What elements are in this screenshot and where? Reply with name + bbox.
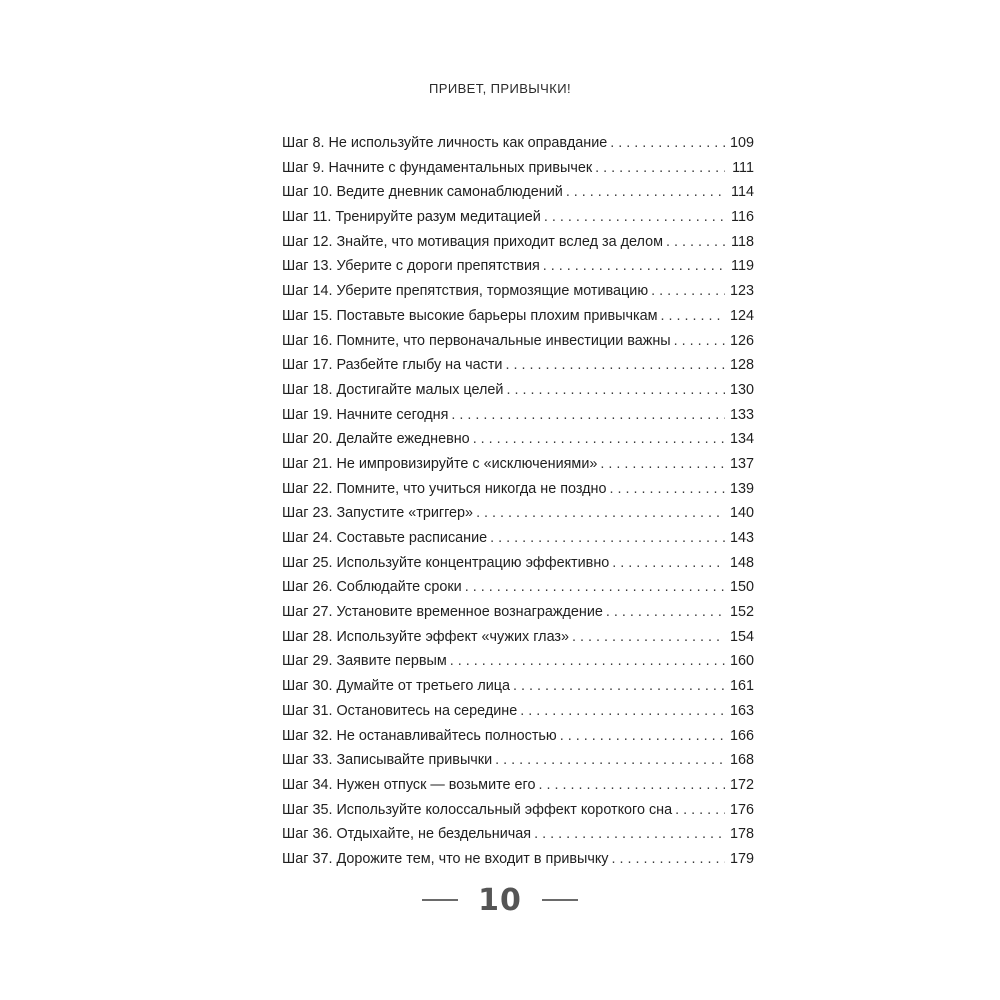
dot-leader (450, 649, 725, 674)
dot-leader (660, 304, 725, 329)
dot-leader (490, 526, 725, 551)
toc-entry-title: Шаг 31. Остановитесь на середине (282, 702, 518, 719)
toc-entry (282, 773, 754, 798)
dot-leader (543, 254, 725, 279)
toc-entry (282, 279, 754, 304)
toc-entry-title: Шаг 29. Заявите первым (282, 653, 447, 670)
toc-entry-page: 109 (729, 135, 754, 151)
dot-leader (506, 378, 725, 403)
toc-entry (282, 551, 754, 576)
dot-leader (544, 205, 725, 230)
page-number-footer (0, 878, 1000, 922)
dot-leader (612, 551, 725, 576)
toc-entry (282, 254, 754, 279)
toc-entry (282, 501, 754, 526)
dot-leader (666, 230, 725, 255)
toc-entry-title: Шаг 16. Помните, что первоначальные инвестиции важны (282, 332, 671, 349)
toc-entry-page: 133 (729, 406, 754, 423)
toc-entry-page: 154 (729, 628, 754, 645)
toc-entry (282, 378, 754, 403)
dot-leader (495, 748, 725, 773)
toc-entry-page: 116 (731, 209, 754, 226)
dot-leader (465, 575, 725, 600)
toc-entry-title: Шаг 28. Используйте эффект «чужих глаз» (282, 628, 570, 645)
toc-entry-page: 166 (729, 727, 754, 744)
toc-entry (282, 180, 754, 205)
toc-entry-title: Шаг 17. Разбейте глыбу на части (282, 357, 503, 374)
dot-leader (572, 625, 725, 650)
toc-entry (282, 748, 754, 773)
toc-entry-title: Шаг 11. Тренируйте разум медитацией (282, 209, 541, 226)
toc-entry (282, 674, 754, 699)
toc-entry (282, 699, 754, 724)
toc-entry-title: Шаг 8. Не используйте личность как оправдание (282, 135, 608, 151)
toc-entry-page: 178 (729, 826, 754, 843)
toc-entry-title: Шаг 14. Уберите препятствия, тормозящие мотивацию (282, 283, 649, 300)
right-rule (542, 899, 578, 901)
toc-entry-title: Шаг 22. Помните, что учиться никогда не поздно (282, 480, 607, 497)
toc-entry-page: 163 (729, 702, 754, 719)
toc-entry-page: 130 (729, 381, 754, 398)
table-of-contents (282, 131, 754, 872)
dot-leader (560, 724, 725, 749)
dot-leader (513, 674, 725, 699)
toc-entry (282, 724, 754, 749)
toc-entry-title: Шаг 12. Знайте, что мотивация приходит вслед за делом (282, 233, 663, 250)
toc-entry (282, 403, 754, 428)
toc-entry-page: 140 (729, 505, 754, 522)
toc-entry (282, 329, 754, 354)
toc-entry-page: 139 (729, 480, 754, 497)
toc-entry (282, 156, 754, 181)
toc-entry-page: 119 (731, 258, 754, 275)
toc-entry-title: Шаг 37. Дорожите тем, что не входит в привычку (282, 850, 609, 867)
toc-entry (282, 847, 754, 872)
toc-entry-title: Шаг 27. Установите временное вознаграждение (282, 604, 603, 621)
toc-entry-page: 128 (729, 357, 754, 374)
dot-leader (566, 180, 725, 205)
toc-entry-page: 143 (729, 530, 754, 546)
dot-leader (651, 279, 725, 304)
toc-entry-title: Шаг 26. Соблюдайте сроки (282, 579, 462, 596)
toc-entry-page: 161 (729, 678, 754, 695)
toc-entry (282, 427, 754, 452)
toc-entry-title: Шаг 30. Думайте от третьего лица (282, 678, 511, 695)
toc-entry (282, 477, 754, 502)
toc-entry-title: Шаг 20. Делайте ежедневно (282, 431, 470, 448)
toc-entry-page: 111 (732, 159, 754, 176)
toc-entry-page: 179 (729, 850, 754, 867)
toc-entry-page: 152 (729, 604, 754, 621)
toc-entry-title: Шаг 21. Не импровизируйте с «исключениями» (282, 455, 598, 472)
toc-entry (282, 205, 754, 230)
dot-leader (451, 403, 725, 428)
toc-entry (282, 625, 754, 650)
toc-entry-title: Шаг 13. Уберите с дороги препятствия (282, 258, 540, 275)
toc-entry-page: 124 (729, 307, 754, 324)
toc-entry (282, 575, 754, 600)
dot-leader (612, 847, 725, 872)
toc-entry-title: Шаг 36. Отдыхайте, не бездельничая (282, 826, 532, 843)
dot-leader (610, 477, 726, 502)
left-rule (422, 899, 458, 901)
toc-entry (282, 649, 754, 674)
toc-entry-page: 118 (731, 233, 754, 250)
toc-entry-title: Шаг 23. Запустите «триггер» (282, 505, 474, 522)
toc-entry-page: 114 (731, 184, 754, 201)
dot-leader (674, 329, 725, 354)
toc-entry (282, 600, 754, 625)
toc-entry (282, 230, 754, 255)
toc-entry (282, 452, 754, 477)
dot-leader (595, 156, 725, 181)
toc-entry-page: 176 (729, 801, 754, 818)
toc-entry-title: Шаг 15. Поставьте высокие барьеры плохим привычкам (282, 307, 658, 324)
toc-entry (282, 798, 754, 823)
dot-leader (600, 452, 725, 477)
toc-entry (282, 822, 754, 847)
toc-entry-page: 137 (729, 455, 754, 472)
toc-entry-page: 123 (729, 283, 754, 300)
toc-entry-title: Шаг 24. Составьте расписание (282, 530, 488, 546)
toc-entry-title: Шаг 10. Ведите дневник самонаблюдений (282, 184, 563, 201)
dot-leader (538, 773, 725, 798)
toc-entry-page: 172 (729, 776, 754, 793)
dot-leader (675, 798, 725, 823)
toc-entry-page: 160 (729, 653, 754, 670)
toc-entry (282, 353, 754, 378)
toc-entry-title: Шаг 34. Нужен отпуск — возьмите его (282, 776, 536, 793)
toc-entry-title: Шаг 9. Начните с фундаментальных привычек (282, 159, 593, 176)
toc-entry-title: Шаг 35. Используйте колоссальный эффект короткого сна (282, 801, 673, 818)
dot-leader (476, 501, 725, 526)
dot-leader (520, 699, 725, 724)
running-head: ПРИВЕТ, ПРИВЫЧКИ! (429, 81, 571, 96)
toc-entry-title: Шаг 33. Записывайте привычки (282, 752, 493, 769)
toc-entry-title: Шаг 18. Достигайте малых целей (282, 381, 504, 398)
toc-entry-title: Шаг 32. Не останавливайтесь полностью (282, 727, 557, 744)
page-number: 10 (478, 882, 522, 918)
toc-entry-page: 134 (729, 431, 754, 448)
toc-entry (282, 526, 754, 551)
dot-leader (505, 353, 725, 378)
toc-entry (282, 304, 754, 329)
toc-entry-page: 126 (729, 332, 754, 349)
dot-leader (610, 131, 725, 156)
dot-leader (606, 600, 725, 625)
toc-entry (282, 131, 754, 156)
toc-entry-page: 168 (729, 752, 754, 769)
dot-leader (534, 822, 725, 847)
toc-entry-page: 150 (729, 579, 754, 596)
toc-entry-page: 148 (729, 554, 754, 571)
toc-entry-title: Шаг 25. Используйте концентрацию эффективно (282, 554, 610, 571)
toc-entry-title: Шаг 19. Начните сегодня (282, 406, 449, 423)
dot-leader (473, 427, 725, 452)
